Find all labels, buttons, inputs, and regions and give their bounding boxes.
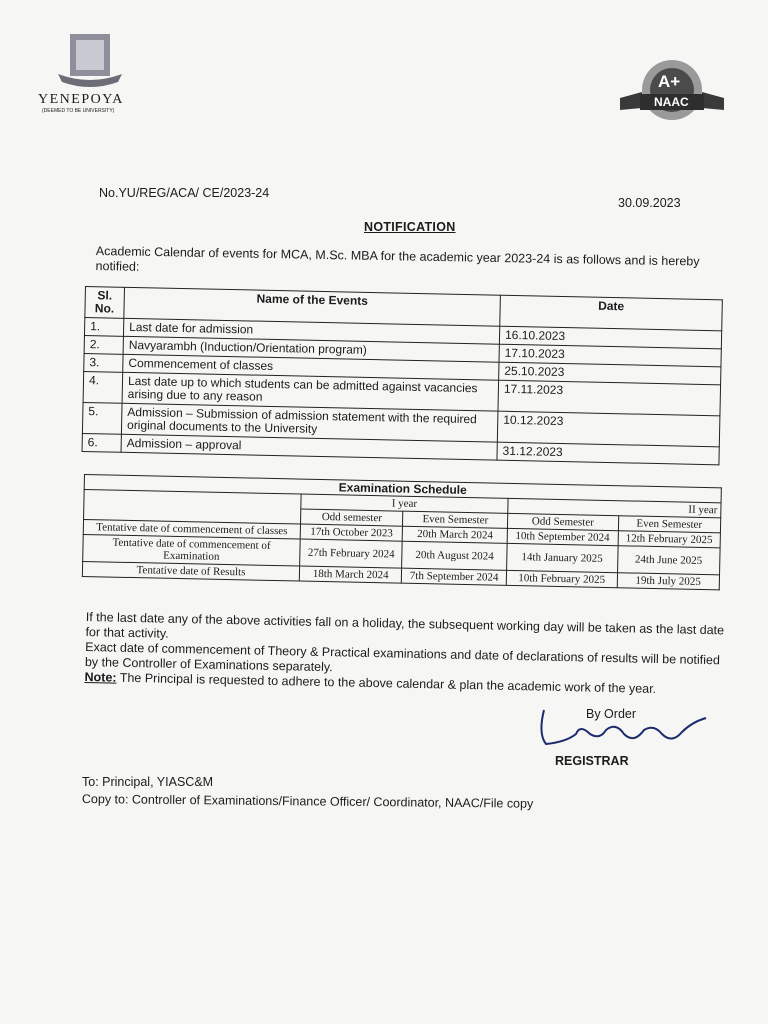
row-value: 10th February 2025	[506, 570, 617, 587]
row-value: 20th August 2024	[402, 541, 507, 570]
row-label: Tentative date of commencement of Examination	[83, 534, 301, 566]
row-sl: 3.	[84, 353, 123, 372]
footer-notes	[84, 610, 725, 698]
university-tagline: (DEEMED TO BE UNIVERSITY)	[42, 108, 115, 114]
exam-date-note: Exact date of commencement of Theory & Practical examinations and date of declarations of results will be notified by the Controller of Examinations separately.	[84, 639, 721, 675]
row-value: 27th February 2024	[300, 539, 403, 568]
col-date: Date	[500, 295, 723, 331]
row-value: 10th September 2024	[507, 528, 618, 545]
row-event: Last date for admission	[123, 318, 499, 344]
row-event: Commencement of classes	[123, 354, 499, 380]
row-value: 18th March 2024	[299, 566, 402, 583]
semester-header: Odd Semester	[507, 513, 618, 530]
row-label: Tentative date of Results	[82, 561, 299, 581]
note-text: The Principal is requested to adhere to the above calendar & plan the academic work of the year.	[116, 670, 657, 696]
row-date: 31.12.2023	[497, 442, 719, 465]
university-name: YENEPOYA	[38, 92, 124, 107]
row-sl: 5.	[82, 402, 122, 434]
row-label: Tentative date of commencement of classes	[83, 520, 300, 540]
exam-schedule-table	[82, 474, 722, 590]
row-value: 17th October 2023	[300, 524, 403, 541]
events-table	[82, 286, 723, 465]
row-sl: 6.	[82, 433, 121, 452]
row-event: Admission – approval	[121, 434, 497, 460]
notification-title: NOTIFICATION	[364, 220, 456, 234]
row-value: 24th June 2025	[617, 546, 720, 575]
semester-header: Odd semester	[300, 509, 403, 526]
year-header: I year	[301, 494, 508, 513]
issue-date: 30.09.2023	[618, 196, 681, 210]
university-logo	[30, 30, 150, 120]
row-sl: 1.	[84, 318, 123, 337]
by-order-text: By Order	[586, 707, 637, 721]
row-value: 7th September 2024	[402, 568, 507, 585]
row-value: 20th March 2024	[403, 526, 508, 543]
blank-cell	[84, 490, 302, 525]
naac-label: NAAC	[654, 95, 689, 109]
row-event: Admission – Submission of admission statement with the required original documents to the University	[121, 403, 498, 442]
row-value: 19th July 2025	[617, 573, 720, 590]
naac-grade: A+	[658, 72, 681, 91]
reference-number: No.YU/REG/ACA/ CE/2023-24	[99, 186, 270, 200]
recipient: To: Principal, YIASC&M	[82, 775, 214, 789]
row-date: 17.10.2023	[499, 344, 721, 367]
row-event: Last date up to which students can be admitted against vacancies arising due to any reason	[122, 372, 499, 411]
semester-header: Even Semester	[618, 516, 721, 533]
note-label: Note:	[84, 669, 117, 685]
holiday-note: If the last date any of the above activities fall on a holiday, the subsequent working day will be taken as the last date for that activity.	[85, 610, 725, 641]
row-date: 25.10.2023	[499, 362, 721, 385]
row-date: 16.10.2023	[499, 326, 721, 349]
row-sl: 2.	[84, 335, 123, 354]
intro-paragraph: Academic Calendar of events for MCA, M.Sc. MBA for the academic year 2023-24 is as follows and is hereby notified:	[95, 244, 700, 274]
registrar-designation: REGISTRAR	[555, 754, 629, 768]
row-date: 10.12.2023	[497, 411, 720, 447]
naac-badge	[614, 58, 724, 130]
row-date: 17.11.2023	[498, 380, 721, 416]
exam-schedule-title: Examination Schedule	[84, 475, 721, 503]
semester-header: Even Semester	[403, 511, 508, 528]
col-sl: Sl. No.	[85, 287, 125, 319]
row-event: Navyarambh (Induction/Orientation program)	[123, 336, 499, 362]
row-sl: 4.	[83, 371, 123, 403]
copy-to: Copy to: Controller of Examinations/Finance Officer/ Coordinator, NAAC/File copy	[81, 792, 534, 811]
col-name: Name of the Events	[124, 287, 501, 326]
row-value: 12th February 2025	[618, 531, 721, 548]
year-header: II year	[508, 498, 721, 517]
row-value: 14th January 2025	[507, 543, 618, 572]
